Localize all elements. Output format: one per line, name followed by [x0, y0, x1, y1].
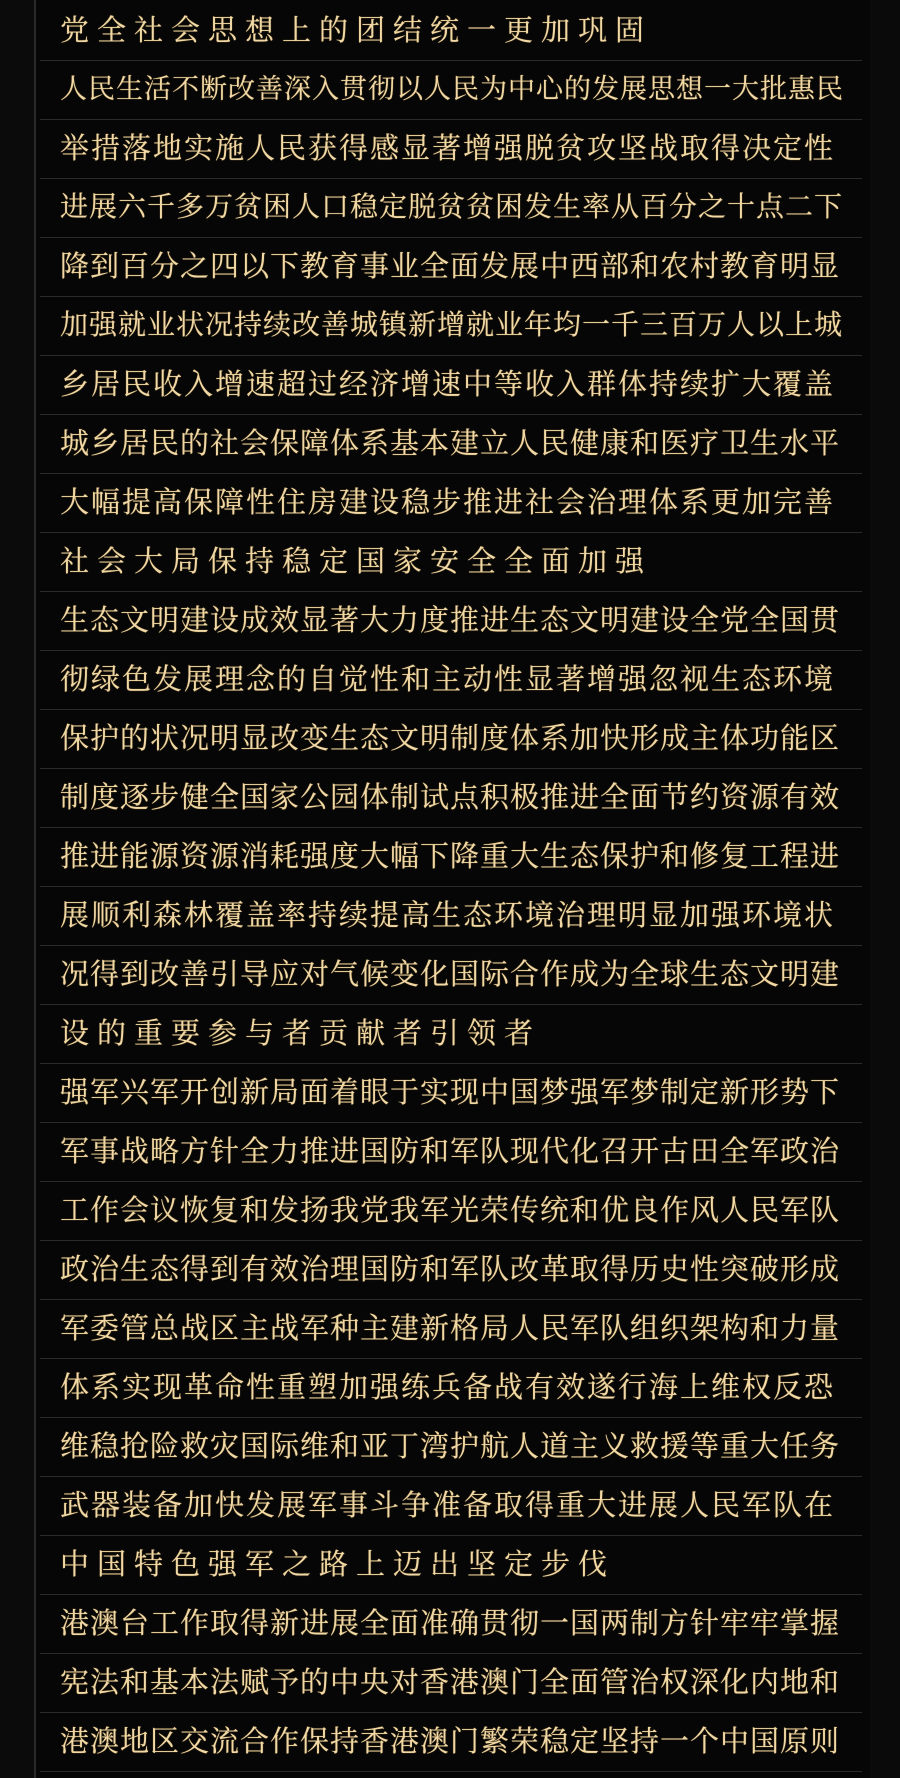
- calligraphy-line-text: 政治生态得到有效治理国防和军队改革取得历史性突破形成: [60, 1251, 841, 1286]
- calligraphy-line: [40, 118, 862, 179]
- right-margin: [870, 0, 900, 1778]
- calligraphy-line: [40, 944, 862, 1005]
- calligraphy-line-text: 彻绿色发展理念的自觉性和主动性显著增强忽视生态环境: [60, 661, 836, 696]
- calligraphy-line-text: 乡居民收入增速超过经济增速中等收入群体持续扩大覆盖: [60, 366, 836, 401]
- calligraphy-line: [40, 1298, 862, 1359]
- calligraphy-line-text: 社会大局保持稳定国家安全全面加强: [60, 543, 653, 578]
- calligraphy-line-text: 体系实现革命性重塑加强练兵备战有效遂行海上维权反恐: [60, 1369, 836, 1404]
- calligraphy-line-text: 维稳抢险救灾国际维和亚丁湾护航人道主义救援等重大任务: [60, 1428, 841, 1463]
- calligraphy-line: [40, 826, 862, 887]
- calligraphy-line: [40, 1534, 862, 1595]
- calligraphy-line-text: 生态文明建设成效显著大力度推进生态文明建设全党全国贯: [60, 602, 841, 637]
- calligraphy-line-text: 人民生活不断改善深入贯彻以人民为中心的发展思想一大批惠民: [60, 73, 844, 105]
- calligraphy-line-text: 加强就业状况持续改善城镇新增就业年均一千三百万人以上城: [60, 308, 844, 341]
- calligraphy-line: [40, 0, 862, 61]
- calligraphy-line-text: 降到百分之四以下教育事业全面发展中西部和农村教育明显: [60, 248, 841, 283]
- calligraphy-line-text: 党全社会思想上的团结统一更加巩固: [60, 12, 653, 47]
- calligraphy-line: [40, 1416, 862, 1477]
- calligraphy-line-text: 军委管总战区主战军种主建新格局人民军队组织架构和力量: [60, 1310, 841, 1345]
- calligraphy-line-text: 武器装备加快发展军事斗争准备取得重大进展人民军队在: [60, 1487, 836, 1522]
- calligraphy-line-text: 设的重要参与者贡献者引领者: [60, 1015, 542, 1050]
- calligraphy-line: [40, 1652, 862, 1713]
- calligraphy-line: [40, 767, 862, 828]
- calligraphy-line: [40, 1475, 862, 1536]
- calligraphy-line-text: 制度逐步健全国家公园体制试点积极推进全面节约资源有效: [60, 779, 841, 814]
- calligraphy-line: [40, 354, 862, 415]
- calligraphy-line: [40, 885, 862, 946]
- calligraphy-line-text: 进展六千多万贫困人口稳定脱贫贫困发生率从百分之十点二下: [60, 190, 844, 223]
- calligraphy-line: [40, 531, 862, 592]
- calligraphy-line-text: 况得到改善引导应对气候变化国际合作成为全球生态文明建: [60, 956, 841, 991]
- calligraphy-line: [40, 1003, 862, 1064]
- calligraphy-line-text: 军事战略方针全力推进国防和军队现代化召开古田全军政治: [60, 1133, 841, 1168]
- left-margin: [0, 0, 34, 1778]
- calligraphy-line: [40, 1593, 862, 1654]
- calligraphy-line: [40, 1357, 862, 1418]
- calligraphy-line: [40, 649, 862, 710]
- calligraphy-line: [40, 472, 862, 533]
- calligraphy-line: [40, 1062, 862, 1123]
- calligraphy-line-text: 港澳地区交流合作保持香港澳门繁荣稳定坚持一个中国原则: [60, 1723, 841, 1758]
- calligraphy-line: [40, 1711, 862, 1772]
- calligraphy-line: [40, 295, 862, 356]
- calligraphy-line: [40, 236, 862, 297]
- calligraphy-lines: [40, 0, 862, 1778]
- calligraphy-line-text: 宪法和基本法赋予的中央对香港澳门全面管治权深化内地和: [60, 1664, 841, 1699]
- calligraphy-line: [40, 1180, 862, 1241]
- calligraphy-line-text: 中国特色强军之路上迈出坚定步伐: [60, 1546, 616, 1581]
- calligraphy-line-text: 大幅提高保障性住房建设稳步推进社会治理体系更加完善: [60, 484, 836, 519]
- calligraphy-line-text: 强军兴军开创新局面着眼于实现中国梦强军梦制定新形势下: [60, 1074, 841, 1109]
- calligraphy-line: [40, 177, 862, 238]
- calligraphy-line-text: 城乡居民的社会保障体系基本建立人民健康和医疗卫生水平: [60, 425, 841, 460]
- calligraphy-line-text: 工作会议恢复和发扬我党我军光荣传统和优良作风人民军队: [60, 1192, 841, 1227]
- calligraphy-line-text: 推进能源资源消耗强度大幅下降重大生态保护和修复工程进: [60, 838, 841, 873]
- calligraphy-line: [40, 413, 862, 474]
- calligraphy-line: [40, 708, 862, 769]
- calligraphy-line-text: 展顺利森林覆盖率持续提高生态环境治理明显加强环境状: [60, 897, 836, 932]
- calligraphy-line: [40, 59, 862, 120]
- calligraphy-line-text: 港澳台工作取得新进展全面准确贯彻一国两制方针牢牢掌握: [60, 1605, 841, 1640]
- calligraphy-line-text: 举措落地实施人民获得感显著增强脱贫攻坚战取得决定性: [60, 130, 836, 165]
- calligraphy-line-text: 保护的状况明显改变生态文明制度体系加快形成主体功能区: [60, 720, 841, 755]
- calligraphy-line: [40, 1239, 862, 1300]
- calligraphy-line: [40, 590, 862, 651]
- calligraphy-line: [40, 1121, 862, 1182]
